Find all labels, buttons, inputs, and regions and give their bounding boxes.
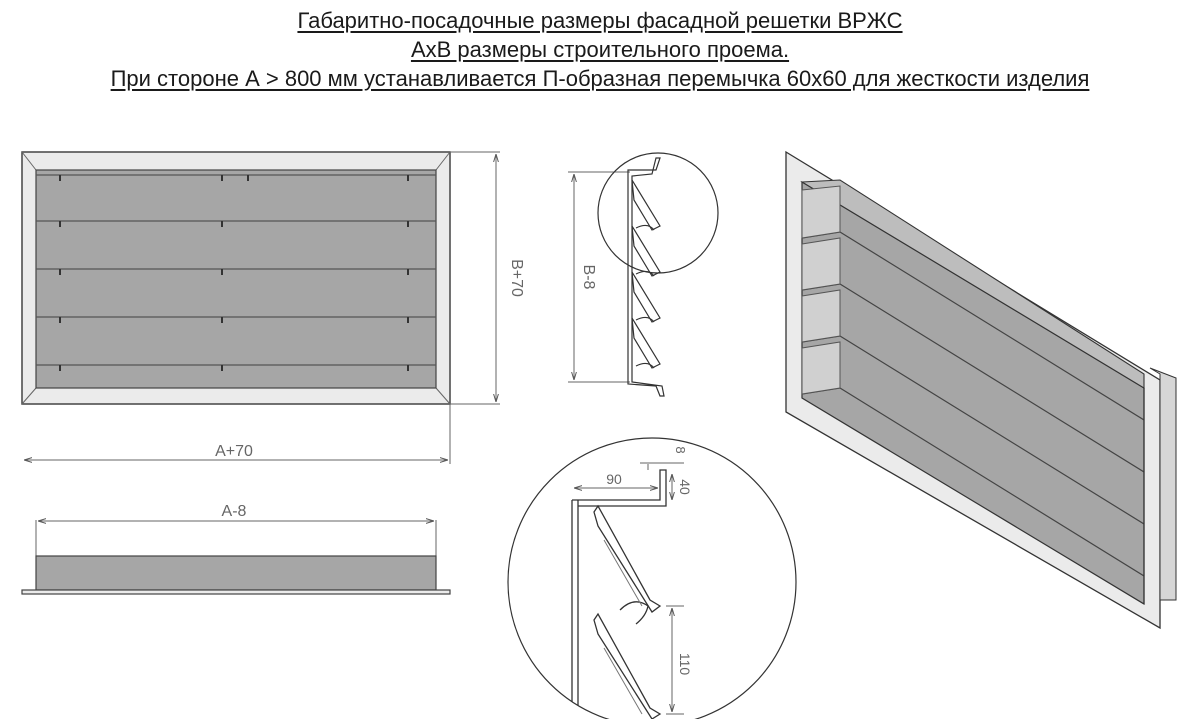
- detail-pitch-label: 110: [677, 652, 693, 676]
- bottom-blade-body: [36, 556, 436, 590]
- iso-blades-area: [802, 182, 1144, 604]
- detail-circle: [508, 438, 796, 719]
- detail-gap-label: 8: [673, 446, 688, 454]
- front-dimension-height: [450, 152, 500, 404]
- title-line-1: Габаритно-посадочные размеры фасадной решетки ВРЖС: [297, 8, 903, 33]
- detail-height-label: 40: [677, 479, 693, 495]
- front-width-label: A+70: [215, 443, 253, 460]
- bottom-flange: [22, 590, 450, 594]
- front-blades-area: [36, 170, 436, 388]
- bottom-view: [22, 503, 450, 594]
- detail-view: [508, 438, 796, 719]
- title-line-3: При стороне А > 800 мм устанавливается П-образная перемычка 60х60 для жесткости изделия: [110, 66, 1090, 91]
- title-line-2: AxB размеры строительного проема.: [410, 37, 790, 62]
- front-height-label: B+70: [508, 259, 525, 297]
- side-section: [568, 153, 718, 396]
- isometric-view: [786, 152, 1176, 628]
- detail-width-label: 90: [606, 471, 622, 487]
- section-profile: [628, 158, 664, 396]
- front-view: [22, 152, 525, 464]
- section-height-label: B-8: [580, 264, 597, 290]
- detail-callout-circle: [598, 153, 718, 273]
- bottom-width-label: A-8: [221, 503, 247, 520]
